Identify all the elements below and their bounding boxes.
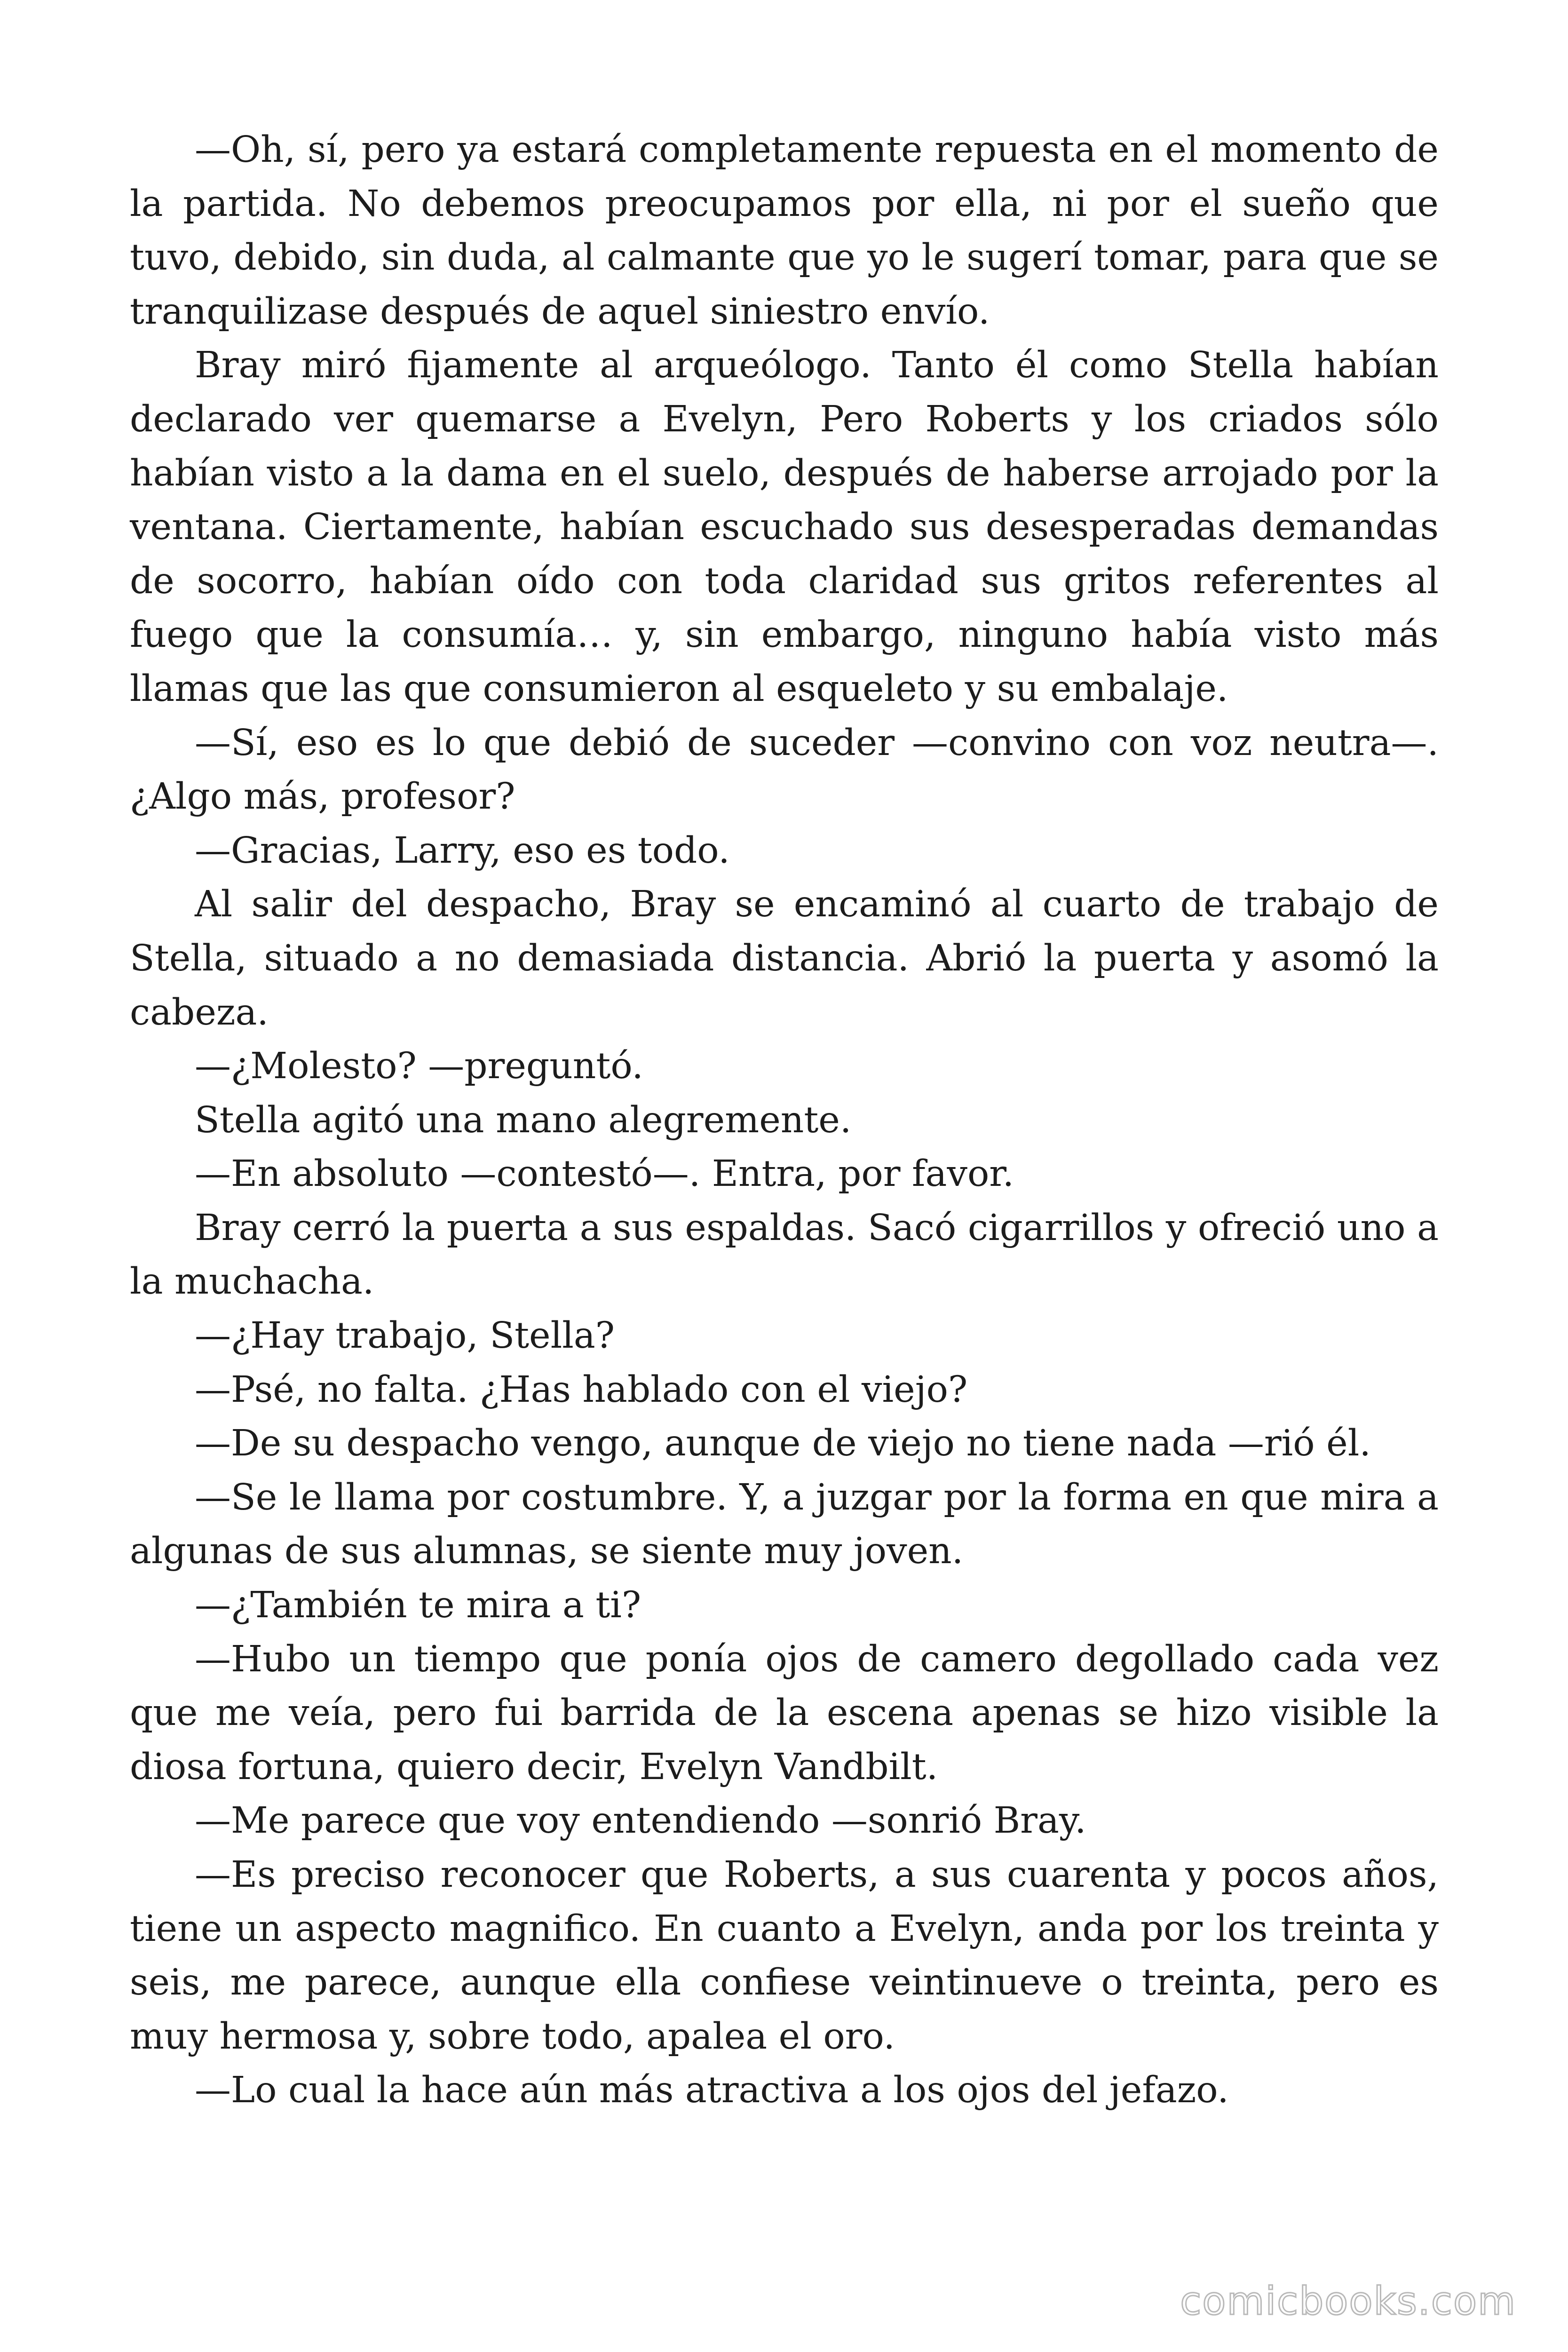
paragraph: —Me parece que voy entendiendo —sonrió Bray. xyxy=(195,1800,1086,1842)
paragraph: —Se le llama por costumbre. Y, a juzgar por la forma en que mira a algunas de sus alumnas, se siente muy joven. xyxy=(130,1476,1439,1573)
paragraph: —Gracias, Larry, eso es todo. xyxy=(195,829,730,872)
book-page-text xyxy=(130,123,1439,2118)
paragraph: —Sí, eso es lo que debió de suceder —convino con voz neutra—. ¿Algo más, profesor? xyxy=(130,722,1439,818)
watermark: comicbooks.com xyxy=(1180,2279,1516,2324)
paragraph: Bray miró fijamente al arqueólogo. Tanto él como Stella habían declarado ver quemarse a Evelyn, Pero Roberts y los criados sólo habían visto a la dama en el suelo, después de haberse arrojado por la ventana. Ciertamente, habían escuchado sus desesperadas demandas de socorro, habían oído con toda claridad sus gritos referentes al fuego que la consumía… y, sin embargo, ninguno había visto más llamas que las que consumieron al esqueleto y su embalaje. xyxy=(130,344,1439,710)
paragraph: Bray cerró la puerta a sus espaldas. Sacó cigarrillos y ofreció uno a la muchacha. xyxy=(130,1207,1439,1303)
paragraph: —Es preciso reconocer que Roberts, a sus cuarenta y pocos años, tiene un aspecto magnifico. En cuanto a Evelyn, anda por los treinta y seis, me parece, aunque ella confiese veintinueve o treinta, pero es muy hermosa y, sobre todo, apalea el oro. xyxy=(130,1854,1439,2058)
paragraph: —¿Hay trabajo, Stella? xyxy=(195,1315,615,1357)
paragraph: —Lo cual la hace aún más atractiva a los ojos del jefazo. xyxy=(195,2069,1229,2112)
paragraph: Al salir del despacho, Bray se encaminó al cuarto de trabajo de Stella, situado a no demasiada distancia. Abrió la puerta y asomó la cabeza. xyxy=(130,883,1439,1033)
paragraph: —¿También te mira a ti? xyxy=(195,1584,641,1627)
paragraph: Stella agitó una mano alegremente. xyxy=(195,1099,852,1141)
paragraph: —Hubo un tiempo que ponía ojos de camero degollado cada vez que me veía, pero fui barrida de la escena apenas se hizo visible la diosa fortuna, quiero decir, Evelyn Vandbilt. xyxy=(130,1638,1439,1788)
paragraph: —Psé, no falta. ¿Has hablado con el viejo? xyxy=(195,1368,968,1411)
paragraph: —¿Molesto? —preguntó. xyxy=(195,1045,643,1088)
paragraph: —De su despacho vengo, aunque de viejo no tiene nada —rió él. xyxy=(195,1422,1371,1465)
paragraph: —En absoluto —contestó—. Entra, por favor. xyxy=(195,1153,1014,1195)
paragraph: —Oh, sí, pero ya estará completamente repuesta en el momento de la partida. No debemos preocupamos por ella, ni por el sueño que tuvo, debido, sin duda, al calmante que yo le sugerí tomar, para que se tranquilizase después de aquel siniestro envío. xyxy=(130,129,1439,333)
